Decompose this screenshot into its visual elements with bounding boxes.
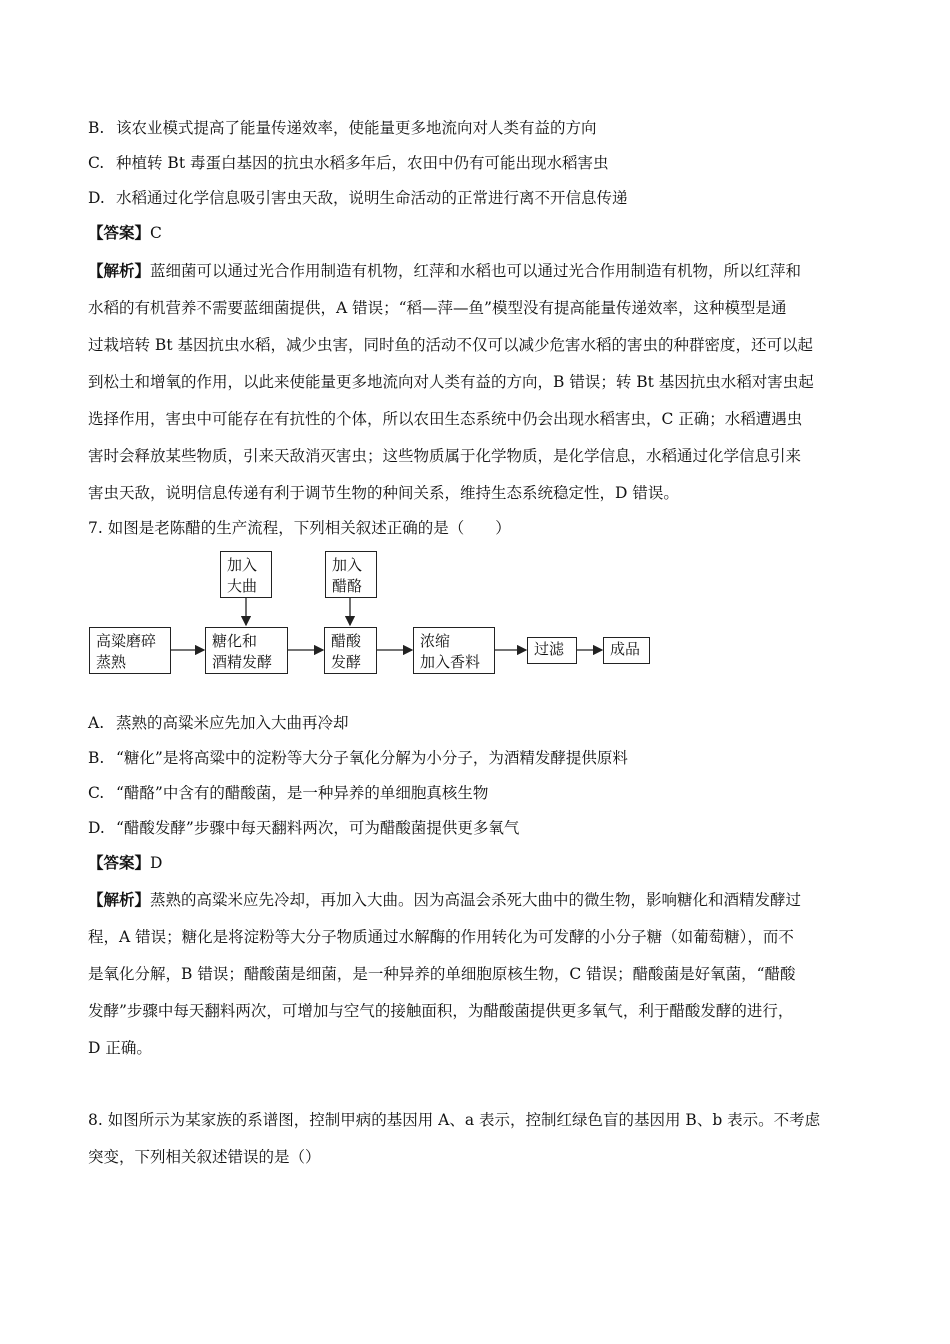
answer-value: D	[150, 854, 163, 872]
q7-option-b	[88, 748, 628, 768]
q6-analysis-line: 水稻的有机营养不需要蓝细菌提供，A 错误；“稻—萍—鱼”模型没有提高能量传递效率，这种模型是通	[88, 299, 787, 317]
box-text: 浓缩	[420, 632, 451, 650]
box-text: 高粱磨碎	[96, 632, 157, 650]
flow-box-saccharify	[205, 627, 288, 674]
answer-tag: 【答案】	[88, 224, 151, 242]
analysis-tag: 【解析】	[88, 262, 151, 280]
q6-analysis-line: 害时会释放某些物质，引来天敌消灭害虫；这些物质属于化学物质，是化学信息，水稻通过化学信息引来	[88, 447, 802, 465]
option-letter: A.	[88, 714, 105, 732]
q7-analysis-line: 是氧化分解，B 错误；醋酸菌是细菌，是一种异养的单细胞原核生物，C 错误；醋酸菌是好氧菌，“醋酸	[88, 965, 796, 983]
option-letter: B.	[88, 749, 105, 767]
flow-box-filter: 过滤	[527, 637, 577, 664]
option-text: “醋酪”中含有的醋酸菌，是一种异养的单细胞真核生物	[116, 784, 489, 802]
flow-box-product: 成品	[603, 637, 650, 664]
q7-analysis-line: D 正确。	[88, 1039, 152, 1057]
box-text: 糖化和	[212, 632, 258, 650]
box-text: 醋酪	[332, 577, 363, 595]
box-text: 蒸熟	[96, 653, 127, 671]
q7-analysis-line: 程，A 错误；糖化是将淀粉等大分子物质通过水解酶的作用转化为可发酵的小分子糖（如葡萄糖），而不	[88, 928, 794, 946]
option-letter: D.	[88, 819, 105, 837]
box-text: 大曲	[227, 577, 258, 595]
flow-box-add-daqu	[220, 551, 272, 598]
analysis-text: 蓝细菌可以通过光合作用制造有机物，红萍和水稻也可以通过光合作用制造有机物，所以红萍和	[150, 262, 802, 280]
box-text: 加入	[227, 556, 258, 574]
box-text: 酒精发酵	[212, 653, 273, 671]
option-text: “糖化”是将高粱中的淀粉等大分子氧化分解为小分子，为酒精发酵提供原料	[116, 749, 628, 767]
flow-box-add-culao	[325, 551, 377, 598]
q6-analysis-line: 过栽培转 Bt 基因抗虫水稻，减少虫害，同时鱼的活动不仅可以减少危害水稻的害虫的种群密度，还可以起	[88, 336, 813, 354]
analysis-tag: 【解析】	[88, 891, 151, 909]
option-text: 蒸熟的高粱米应先加入大曲再冷却	[116, 714, 349, 732]
q7-analysis-line: 发酵”步骤中每天翻料两次，可增加与空气的接触面积，为醋酸菌提供更多氧气，利于醋酸发酵的进行，	[88, 1002, 794, 1020]
option-letter: C.	[88, 154, 105, 172]
option-letter: D.	[88, 189, 105, 207]
option-letter: C.	[88, 784, 105, 802]
option-text: “醋酸发酵”步骤中每天翻料两次，可为醋酸菌提供更多氧气	[116, 819, 520, 837]
q7-option-c	[88, 783, 488, 803]
flow-box-acetic	[324, 627, 377, 674]
box-text: 发酵	[331, 653, 362, 671]
option-text: 该农业模式提高了能量传递效率，使能量更多地流向对人类有益的方向	[116, 119, 597, 137]
q6-analysis-line: 害虫天敌，说明信息传递有利于调节生物的种间关系，维持生态系统稳定性，D 错误。	[88, 484, 679, 502]
q7-option-a	[88, 713, 349, 733]
analysis-text: 蒸熟的高粱米应先冷却，再加入大曲。因为高温会杀死大曲中的微生物，影响糖化和酒精发酵过	[150, 891, 802, 909]
option-text: 水稻通过化学信息吸引害虫天敌，说明生命活动的正常进行离不开信息传递	[116, 189, 628, 207]
q6-analysis-line: 到松土和增氧的作用，以此来使能量更多地流向对人类有益的方向，B 错误；转 Bt 基因抗虫水稻对害虫起	[88, 373, 814, 391]
box-text: 加入香料	[420, 653, 481, 671]
answer-value: C	[150, 224, 162, 242]
q7-option-d	[88, 818, 519, 838]
flow-box-grind-steam	[89, 627, 171, 674]
flow-box-concentrate	[413, 627, 495, 674]
option-letter: B.	[88, 119, 105, 137]
q7-answer	[88, 853, 162, 873]
q7-analysis-line	[88, 890, 801, 910]
answer-tag: 【答案】	[88, 854, 151, 872]
box-text: 加入	[332, 556, 363, 574]
option-text: 种植转 Bt 毒蛋白基因的抗虫水稻多年后，农田中仍有可能出现水稻害虫	[116, 154, 609, 172]
q7-stem: 7. 如图是老陈醋的生产流程，下列相关叙述正确的是（ ）	[88, 519, 511, 537]
q8-stem-line: 突变，下列相关叙述错误的是（）	[88, 1148, 321, 1166]
q8-stem-line: 8. 如图所示为某家族的系谱图，控制甲病的基因用 A、a 表示，控制红绿色盲的基因用 B、b 表示。不考虑	[88, 1111, 821, 1129]
q6-analysis-line: 选择作用，害虫中可能存在有抗性的个体，所以农田生态系统中仍会出现水稻害虫，C 正确；水稻遭遇虫	[88, 410, 803, 428]
box-text: 醋酸	[331, 632, 362, 650]
